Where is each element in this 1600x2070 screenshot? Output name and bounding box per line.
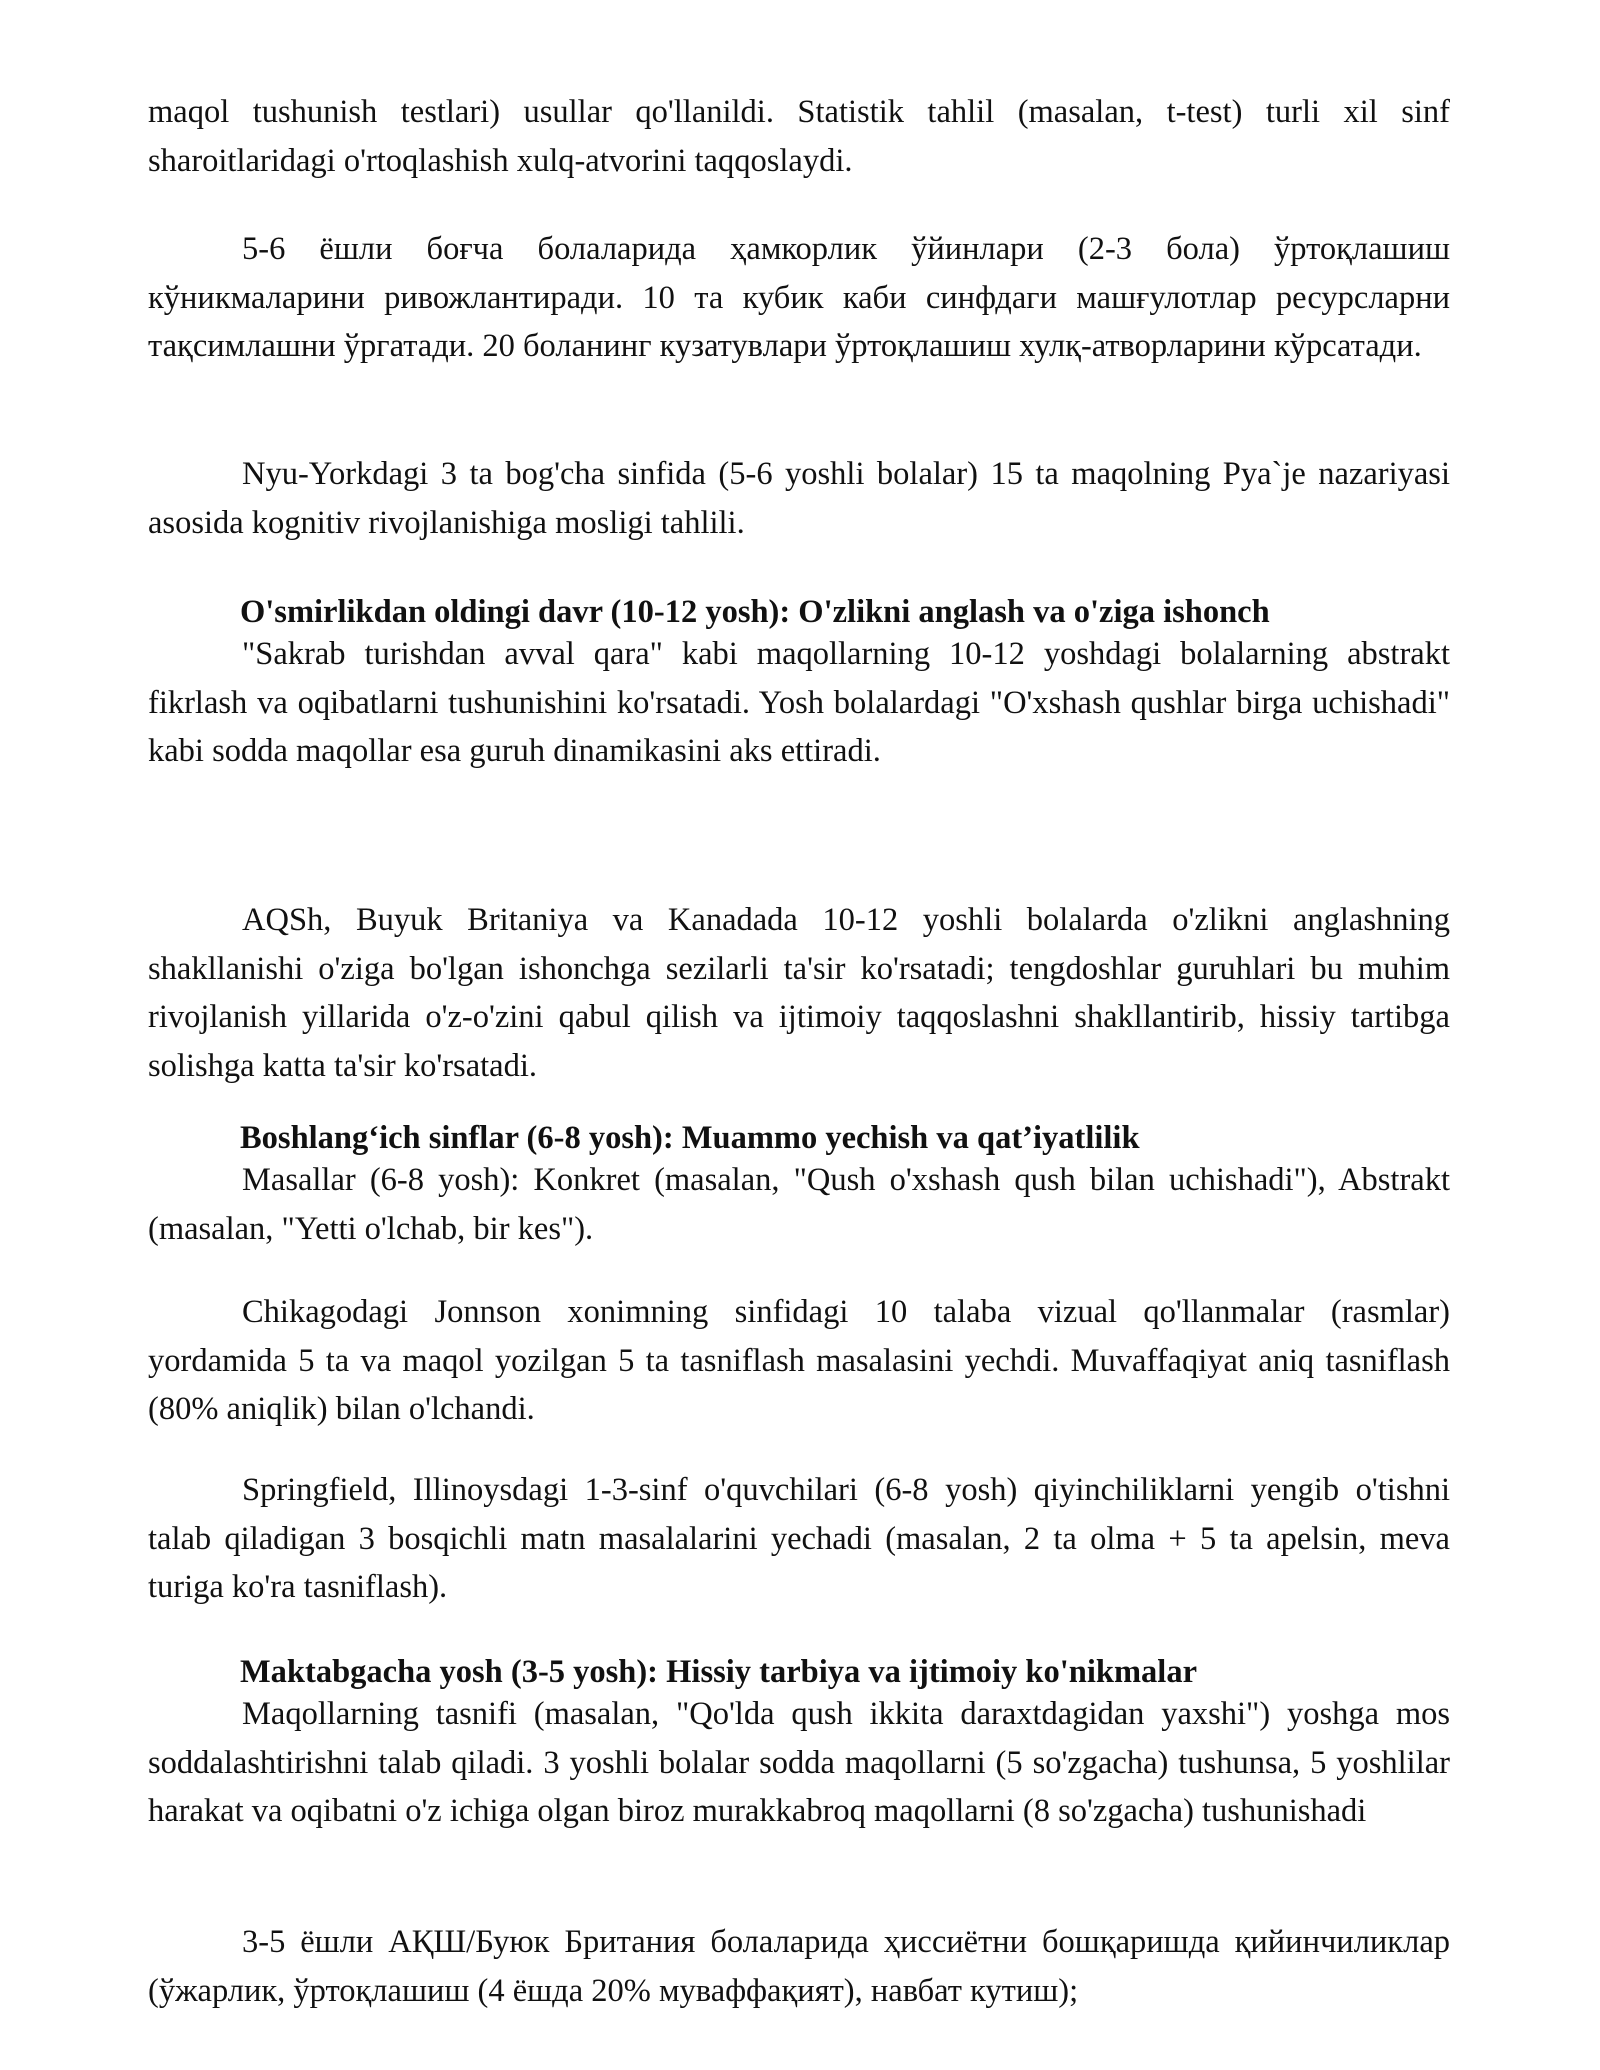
section-heading-preschool: Maktabgacha yosh (3-5 yosh): Hissiy tarbiya va ijtimoiy ko'nikmalar — [240, 1654, 1197, 1690]
section-heading-primary-grades: Boshlang‘ich sinflar (6-8 yosh): Muammo yechish va qat’iyatlilik — [240, 1120, 1140, 1156]
section-heading-preadolescence: O'smirlikdan oldingi davr (10-12 yosh): O'zlikni anglash va o'ziga ishonch — [240, 594, 1270, 630]
paragraph-proverb-classification: Maqollarning tasnifi (masalan, "Qo'lda qush ikkita daraxtdagidan yaxshi") yoshga mos soddalashtirishni talab qiladi. 3 yoshli bolalar sodda maqollarni (5 so'zgacha) tushunsa, 5 yoshlilar harakat va oqibatni o'z ichiga olgan biroz murakkabroq maqollarni (8 so'zgacha) tushunishadi — [148, 1696, 1450, 1829]
paragraph-kindergarten-cooperation: 5-6 ёшли боғча болаларида ҳамкорлик ўйинлари (2-3 бола) ўртоқлашиш кўникмаларини ривожлантиради. 10 та кубик каби синфдаги машғулотлар ресурсларни тақсимлашни ўргатади. 20 боланинг кузатувлари ўртоқлашиш хулқ-атворларини кўрсатади. — [148, 231, 1450, 364]
paragraph-self-awareness: AQSh, Buyuk Britaniya va Kanadada 10-12 yoshli bolalarda o'zlikni anglashning shakllanishi o'ziga bo'lgan ishonchga sezilarli ta'sir ko'rsatadi; tengdoshlar guruhlari bu muhim rivojlanish yillarida o'z-o'zini qabul qilish va ijtimoiy taqqoslashni shakllantirib, hissiy tartibga solishga katta ta'sir ko'rsatadi. — [148, 902, 1450, 1084]
paragraph-springfield-problems: Springfield, Illinoysdagi 1-3-sinf o'quvchilari (6-8 yosh) qiyinchiliklarni yengib o'tishni talab qiladigan 3 bosqichli matn masalalarini yechadi (masalan, 2 ta olma + 5 ta apelsin, meva turiga ko'ra tasniflash). — [148, 1472, 1450, 1605]
paragraph-methods-statistics: maqol tushunish testlari) usullar qo'llanildi. Statistik tahlil (masalan, t-test) turli xil sinf sharoitlaridagi o'rtoqlashish xulq-atvorini taqqoslaydi. — [148, 94, 1450, 179]
paragraph-chicago-classroom: Chikagodagi Jonnson xonimning sinfidagi 10 talaba vizual qo'llanmalar (rasmlar) yordamida 5 ta va maqol yozilgan 5 ta tasniflash masalasini yechdi. Muvaffaqiyat aniq tasniflash (80% aniqlik) bilan o'lchandi. — [148, 1294, 1450, 1427]
paragraph-abstract-thinking: "Sakrab turishdan avval qara" kabi maqollarning 10-12 yoshdagi bolalarning abstrakt fikrlash va oqibatlarni tushunishini ko'rsatadi. Yosh bolalardagi "O'xshash qushlar birga uchishadi" kabi sodda maqollar esa guruh dinamikasini aks ettiradi. — [148, 636, 1450, 769]
paragraph-emotional-regulation: 3-5 ёшли АҚШ/Буюк Британия болаларида ҳиссиётни бошқаришда қийинчиликлар (ўжарлик, ўртоқлашиш (4 ёшда 20% муваффақият), навбат кутиш); — [148, 1924, 1450, 2009]
paragraph-new-york-analysis: Nyu-Yorkdagi 3 ta bog'cha sinfida (5-6 yoshli bolalar) 15 ta maqolning Pya`je nazariyasi asosida kognitiv rivojlanishiga mosligi tahlili. — [148, 456, 1450, 541]
paragraph-examples-concrete-abstract: Masallar (6-8 yosh): Konkret (masalan, "Qush o'xshash qush bilan uchishadi"), Abstrakt (masalan, "Yetti o'lchab, bir kes"). — [148, 1162, 1450, 1247]
